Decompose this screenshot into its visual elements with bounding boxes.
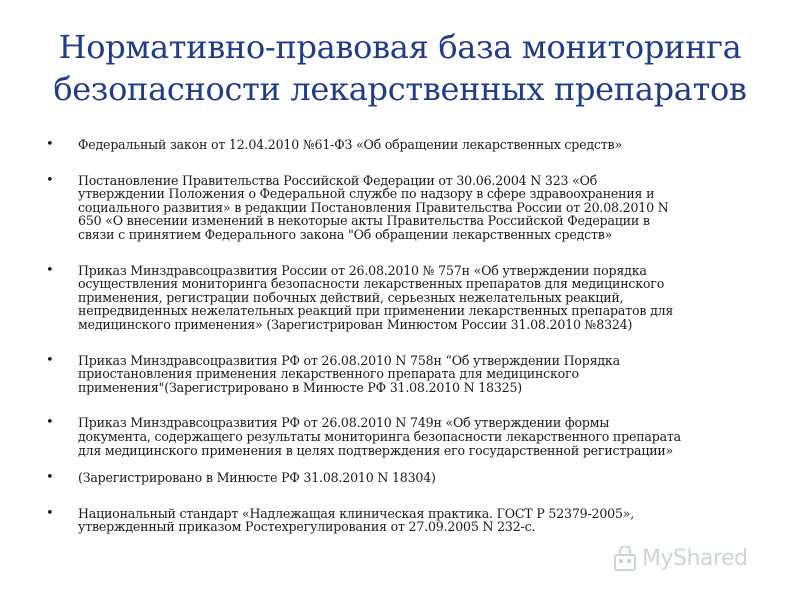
bullet-item [46, 264, 758, 332]
watermark [612, 546, 772, 572]
bullet-text-line: Национальный стандарт «Надлежащая клиническая практика. ГОСТ Р 52379-2005», [78, 505, 635, 521]
bullet-text-line: осуществления мониторинга безопасности лекарственных препаратов для медицинского [78, 276, 665, 292]
bullet-dot-icon: • [46, 172, 54, 188]
slide-title [40, 26, 760, 110]
bullet-text-line: социального развития» в редакции Постановления Правительства России от 20.08.2010 N [78, 199, 669, 215]
bullet-item [46, 471, 758, 485]
bullet-item [46, 507, 758, 534]
bullet-text-line: применения, регистрации побочных действий, серьезных нежелательных реакций, [78, 289, 624, 305]
bullet-list [46, 138, 758, 556]
bullet-text-line: Приказ Минздравсоцразвития РФ от 26.08.2010 N 758н “Об утверждении Порядка [78, 352, 620, 368]
bullet-text-line: (Зарегистрировано в Минюсте РФ 31.08.2010 N 18304) [78, 470, 436, 486]
bullet-dot-icon: • [46, 470, 54, 486]
bullet-text-line: Постановление Правительства Российской Федерации от 30.06.2004 N 323 «Об [78, 172, 598, 188]
bullet-item [46, 174, 758, 242]
bullet-text-line: Федеральный закон от 12.04.2010 №61-ФЗ «Об обращении лекарственных средств» [78, 137, 622, 152]
bullet-text-line: применения"(Зарегистрировано в Минюсте РФ 31.08.2010 N 18325) [78, 379, 522, 395]
bullet-text-line: для медицинского применения в целях подтверждения его государственной регистрации» [78, 442, 674, 458]
bullet-text-line: Приказ Минздравсоцразвития РФ от 26.08.2010 N 749н «Об утверждении формы [78, 415, 610, 431]
bullet-text-line: 650 «О внесении изменений в некоторые акты Правительства Российской Федерации в [78, 213, 650, 229]
bullet-text-line: утверждении Положения о Федеральной службе по надзору в сфере здравоохранения и [78, 186, 655, 202]
slide-title-line-2: безопасности лекарственных препаратов [53, 70, 747, 108]
bullet-text-line: приостановления применения лекарственного препарата для медицинского [78, 366, 579, 382]
bullet-dot-icon: • [46, 415, 54, 431]
watermark-text: MyShared [642, 546, 748, 571]
bullet-item [46, 416, 758, 457]
bullet-text-line: Приказ Минздравсоцразвития России от 26.08.2010 № 757н «Об утверждении порядка [78, 262, 647, 278]
bullet-dot-icon: • [46, 505, 54, 521]
bullet-dot-icon: • [46, 352, 54, 368]
bullet-text-line: связи с принятием Федерального закона "Об обращении лекарственных средств» [78, 226, 613, 242]
bullet-item [46, 354, 758, 395]
bullet-text-line: документа, содержащего результаты мониторинга безопасности лекарственного препарата [78, 428, 681, 444]
bullet-dot-icon: • [46, 137, 54, 152]
bullet-text-line: утвержденный приказом Ростехрегулирования от 27.09.2005 N 232-с. [78, 519, 536, 535]
bullet-text-line: непредвиденных нежелательных реакций при применении лекарственных препаратов для [78, 303, 674, 319]
myshared-logo-icon [612, 546, 638, 572]
bullet-text-line: медицинского применения» (Зарегистрирован Минюстом России 31.08.2010 №8324) [78, 316, 633, 332]
bullet-item [46, 138, 758, 152]
bullet-dot-icon: • [46, 262, 54, 278]
slide-title-line-1: Нормативно-правовая база мониторинга [58, 28, 742, 66]
